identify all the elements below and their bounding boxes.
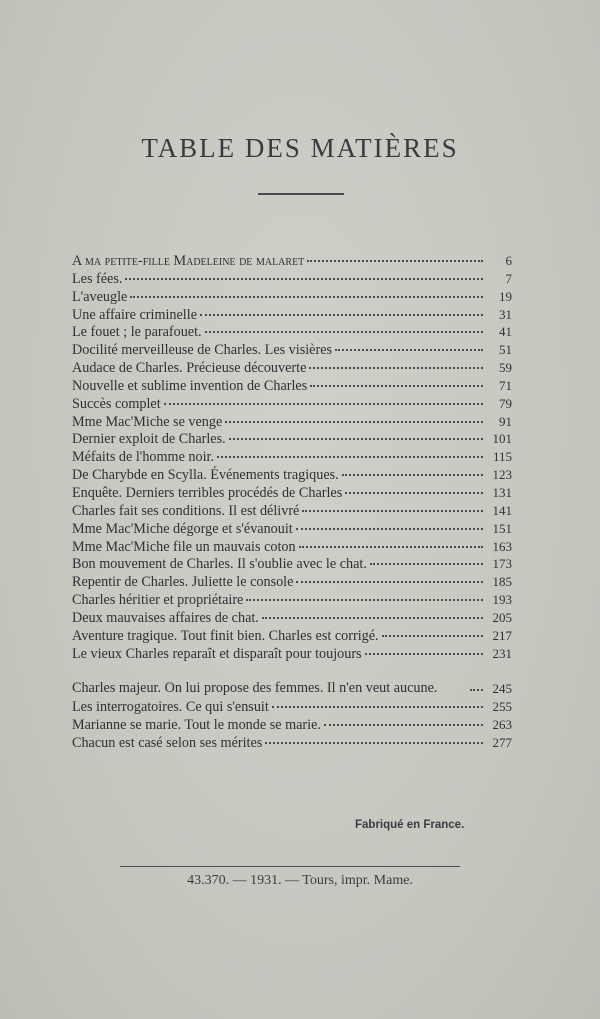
toc-entry [72, 627, 512, 645]
toc-page-number: 51 [499, 342, 512, 358]
toc-page-number: 31 [499, 306, 512, 322]
page-title: TABLE DES MATIÈRES [141, 133, 459, 163]
toc-page-number: 19 [499, 288, 512, 304]
toc-entry [72, 377, 512, 395]
printer-imprint: 43.370. — 1931. — Tours, impr. Mame. [187, 873, 413, 888]
toc-entry [72, 591, 512, 609]
toc-page-number: 71 [499, 377, 512, 393]
toc-entry-label: Nouvelle et sublime invention de Charles [72, 377, 308, 394]
toc-entry-label: Le vieux Charles reparaît et disparaît pour toujours [72, 645, 362, 662]
toc-entry-label: L'aveugle [72, 288, 128, 305]
toc-page-number: 141 [492, 502, 512, 518]
toc-page-number: 151 [492, 520, 512, 536]
dot-leader [164, 403, 483, 405]
toc-entry-label: Enquête. Derniers terribles procédés de Charles [72, 484, 343, 501]
dot-leader [342, 474, 483, 476]
toc-entry [72, 395, 512, 413]
dot-leader [309, 367, 483, 369]
toc-page-number: 7 [505, 270, 512, 286]
toc-page-number: 91 [499, 413, 512, 429]
toc-entry [72, 430, 512, 448]
dot-leader [296, 581, 483, 583]
toc-entry-label: Le fouet ; le parafouet. [72, 324, 202, 341]
toc-page-number: 41 [499, 324, 512, 340]
toc-entry [72, 341, 512, 359]
toc-entry [72, 502, 512, 520]
toc-entry-label: Dernier exploit de Charles. [72, 431, 226, 448]
toc-page-number: 101 [492, 431, 512, 447]
toc-entry-label: Mme Mac'Miche se venge [72, 413, 223, 430]
toc-page-number: 217 [492, 627, 512, 643]
dot-leader [365, 653, 483, 655]
dot-leader [272, 706, 483, 708]
toc-entry-label: Mme Mac'Miche file un mauvais coton [72, 538, 296, 555]
toc-entry [72, 573, 512, 591]
dot-leader [229, 438, 483, 440]
toc-entry-label: A ma petite-fille Madeleine de malaret [72, 253, 305, 269]
toc-entry-label: Docilité merveilleuse de Charles. Les visières [72, 342, 333, 359]
toc-entry-label: De Charybde en Scylla. Événements tragiques. [72, 467, 339, 484]
toc-entry [72, 609, 512, 627]
toc-entry-label: Bon mouvement de Charles. Il s'oublie avec le chat. [72, 556, 367, 573]
dot-leader [335, 349, 483, 351]
toc-page-number: 163 [492, 538, 512, 554]
toc-entry [72, 645, 512, 663]
toc-entry [72, 716, 512, 734]
dot-leader [370, 563, 483, 565]
toc-entry [72, 734, 512, 752]
toc-entry [72, 252, 512, 270]
toc-entry [72, 413, 512, 431]
toc-entry [72, 323, 512, 341]
dot-leader [225, 421, 483, 423]
toc-entry-label: Aventure tragique. Tout finit bien. Charles est corrigé. [72, 627, 379, 644]
toc-entry [72, 484, 512, 502]
dot-leader [307, 260, 483, 262]
dot-leader [470, 689, 483, 691]
toc-entry-label: Méfaits de l'homme noir. [72, 449, 215, 466]
toc-page-number: 123 [492, 467, 512, 483]
dot-leader [246, 599, 483, 601]
toc-entry [72, 662, 512, 698]
dot-leader [262, 617, 483, 619]
table-of-contents [72, 252, 512, 752]
dot-leader [217, 456, 483, 458]
made-in-france-note: Fabriqué en France. [355, 819, 465, 831]
dot-leader [345, 492, 483, 494]
toc-page-number: 263 [492, 716, 512, 732]
toc-entry-label: Les fées. [72, 270, 123, 287]
toc-entry [72, 448, 512, 466]
toc-entry-label: Repentir de Charles. Juliette le console [72, 574, 294, 591]
toc-entry-label: Audace de Charles. Précieuse découverte [72, 360, 307, 377]
toc-page-number: 205 [492, 609, 512, 625]
toc-entry [72, 538, 512, 556]
toc-page-number: 193 [492, 592, 512, 608]
dot-leader [265, 742, 483, 744]
toc-page-number: 185 [492, 574, 512, 590]
toc-entry [72, 306, 512, 324]
toc-entry-label: Les interrogatoires. Ce qui s'ensuit [72, 699, 269, 716]
toc-entry-label: Charles héritier et propriétaire [72, 592, 244, 609]
toc-entry-label: Mme Mac'Miche dégorge et s'évanouit [72, 520, 293, 537]
toc-entry-label: Chacun est casé selon ses mérites [72, 734, 263, 751]
dot-leader [299, 546, 483, 548]
dot-leader [324, 724, 483, 726]
dot-leader [382, 635, 483, 637]
toc-page-number: 115 [492, 449, 512, 465]
toc-page-number: 173 [492, 556, 512, 572]
toc-entry-label: Marianne se marie. Tout le monde se marie. [72, 716, 321, 733]
toc-entry-label: Charles majeur. On lui propose des femmes. Il n'en veut aucune. [72, 680, 438, 697]
toc-entry [72, 520, 512, 538]
dot-leader [302, 510, 483, 512]
toc-page-number: 131 [492, 484, 512, 500]
printer-rule [120, 866, 460, 867]
title-rule [258, 193, 344, 195]
toc-entry [72, 270, 512, 288]
toc-entry-label: Charles fait ses conditions. Il est délivré [72, 502, 300, 519]
toc-entry [72, 288, 512, 306]
dot-leader [200, 314, 483, 316]
toc-entry [72, 555, 512, 573]
toc-entry [72, 359, 512, 377]
toc-page-number: 255 [492, 699, 512, 715]
toc-page-number: 6 [505, 253, 512, 268]
toc-page-number: 277 [492, 734, 512, 750]
toc-entry-label: Une affaire criminelle [72, 306, 197, 323]
dot-leader [130, 296, 483, 298]
toc-page-number: 245 [492, 681, 512, 697]
toc-page-number: 79 [499, 395, 512, 411]
toc-entry [72, 466, 512, 484]
toc-entry-label: Deux mauvaises affaires de chat. [72, 609, 259, 626]
dot-leader [125, 278, 483, 280]
toc-entry-label: Succès complet [72, 395, 161, 412]
toc-page-number: 231 [492, 645, 512, 661]
dot-leader [310, 385, 483, 387]
dot-leader [296, 528, 483, 530]
toc-page-number: 59 [499, 360, 512, 376]
dot-leader [205, 331, 483, 333]
toc-entry [72, 698, 512, 716]
